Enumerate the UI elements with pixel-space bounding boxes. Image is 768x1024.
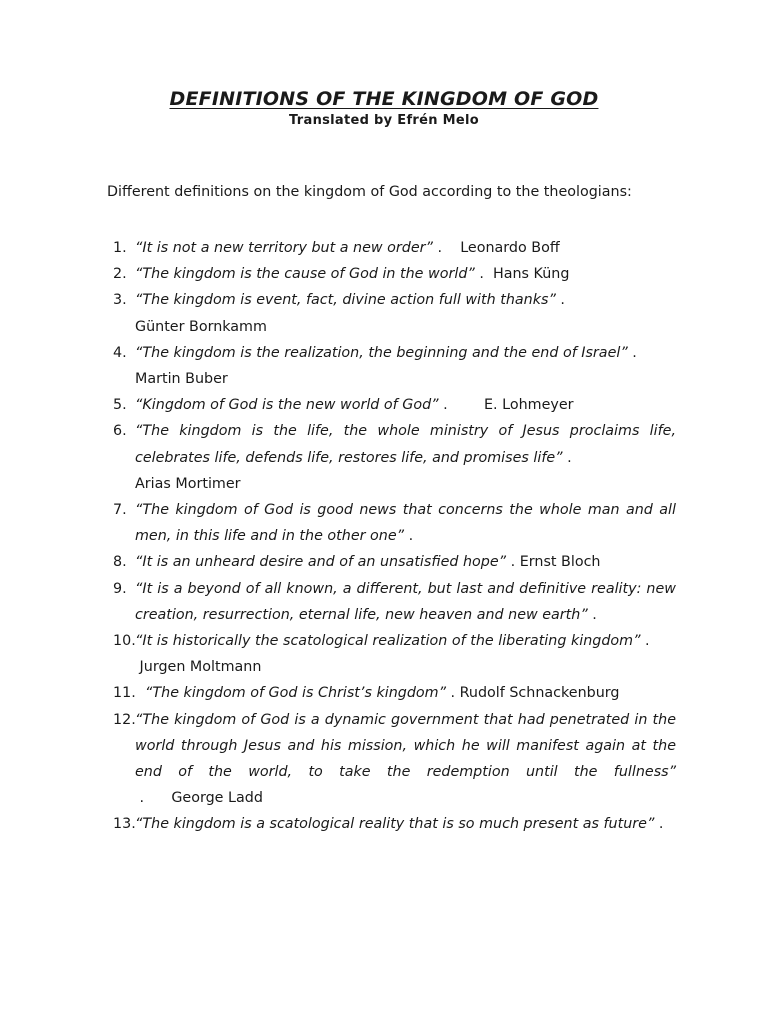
item-attribution: .	[654, 816, 664, 833]
item-quote: “The kingdom is the life, the whole ministry of Jesus proclaims life, celebrates life, defends life, restores life, and promises life”	[135, 423, 676, 466]
item-quote: “It is not a new territory but a new order”	[135, 240, 433, 256]
document-subtitle: Translated by Efrén Melo	[289, 113, 479, 128]
item-quote: “The kingdom is event, fact, divine action full with thanks”	[135, 292, 556, 309]
item-quote: “The kingdom of God is Christ’s kingdom”	[145, 685, 446, 702]
item-number: 4.	[113, 344, 127, 361]
list-item	[106, 680, 676, 706]
item-number: 7.	[113, 502, 127, 519]
item-number: 8.	[113, 554, 127, 571]
list-item	[106, 628, 676, 680]
list-item	[106, 576, 676, 628]
intro-paragraph: Different definitions on the kingdom of God according to the theologians:	[107, 184, 632, 200]
list-item	[106, 418, 676, 497]
item-author: Jurgen Moltmann	[135, 659, 262, 676]
list-item	[106, 261, 676, 287]
item-quote: “The kingdom is the realization, the beginning and the end of Israel”	[135, 344, 628, 361]
list-item	[106, 497, 676, 549]
item-quote: “It is historically the scatological realization of the liberating kingdom”	[135, 633, 641, 650]
item-number: 9.	[113, 580, 127, 597]
item-attribution: .	[555, 292, 565, 309]
item-author: Günter Bornkamm	[135, 318, 267, 335]
item-quote: “The kingdom of God is a dynamic government that had penetrated in the world through Jesus and his mission, which he will manifest again at the end of the world, to take the redemption until the fullness”	[135, 711, 676, 781]
item-author: Martin Buber	[135, 371, 228, 388]
item-quote: “It is a beyond of all known, a different, but last and definitive reality: new creation, resurrection, eternal life, new heaven and new earth”	[135, 580, 676, 623]
item-attribution: .	[562, 449, 572, 466]
item-quote: “The kingdom is a scatological reality that is so much present as future”	[135, 816, 655, 833]
document-title: DEFINITIONS OF THE KINGDOM OF GOD	[169, 88, 599, 110]
list-item	[106, 340, 676, 392]
item-number: 11.	[113, 685, 136, 702]
item-attribution: . Hans Küng	[474, 266, 570, 283]
item-attribution: .	[404, 528, 414, 545]
list-item	[106, 287, 676, 339]
item-attribution: . E. Lohmeyer	[438, 397, 574, 414]
item-quote: “The kingdom of God is good news that concerns the whole man and all men, in this life and in the other one”	[135, 502, 676, 545]
item-attribution: .	[627, 344, 637, 361]
item-number: 5.	[113, 397, 127, 414]
definitions-list	[106, 235, 676, 838]
item-attribution: . Rudolf Schnackenburg	[446, 685, 620, 702]
list-item	[106, 549, 676, 575]
item-quote: “The kingdom is the cause of God in the world”	[135, 266, 475, 283]
item-number: 6.	[113, 423, 127, 440]
item-number: 1.	[113, 240, 127, 256]
item-author: Arias Mortimer	[135, 475, 241, 492]
item-attribution: . Leonardo Boff	[432, 240, 560, 256]
list-item	[106, 707, 676, 812]
list-item	[106, 235, 676, 261]
list-item	[106, 392, 676, 418]
item-quote: “It is an unheard desire and of an unsatisfied hope”	[135, 554, 507, 571]
item-number: 12.	[113, 711, 136, 728]
item-attribution: .	[587, 606, 597, 623]
list-item	[106, 811, 676, 837]
item-number: 3.	[113, 292, 127, 309]
item-number: 10.	[113, 633, 136, 650]
item-attribution: . George Ladd	[135, 790, 263, 807]
item-attribution: . Ernst Bloch	[506, 554, 601, 571]
item-attribution: .	[640, 633, 650, 650]
item-quote: “Kingdom of God is the new world of God”	[135, 397, 439, 414]
item-number: 13.	[113, 816, 136, 833]
item-number: 2.	[113, 266, 127, 283]
